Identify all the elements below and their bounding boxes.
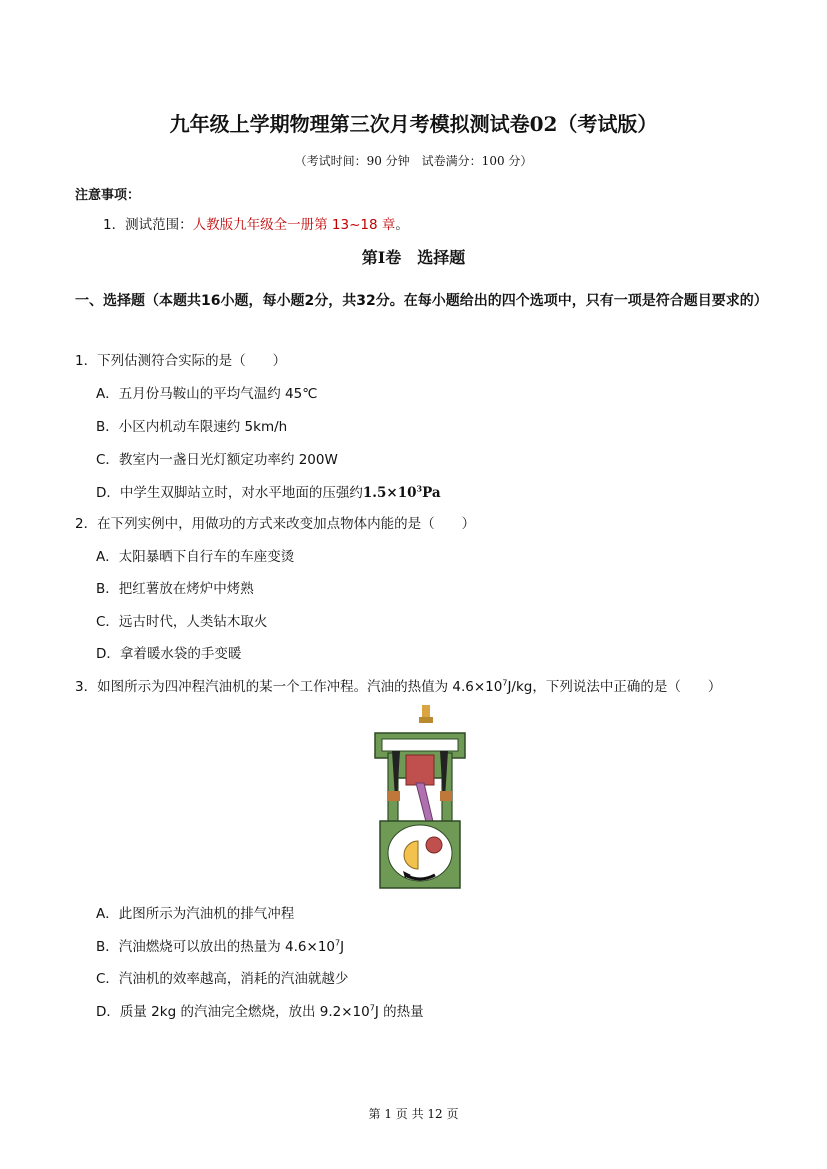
question-3-option-b xyxy=(96,935,344,955)
question-3-option-c: C．汽油机的效率越高，消耗的汽油就越少 xyxy=(96,971,349,987)
page-footer: 第 1 页 共 12 页 xyxy=(368,1107,459,1121)
question-3-option-b-exponent: 7 xyxy=(335,938,341,948)
question-3-option-d-prefix: D．质量 2kg 的汽油完全燃烧，放出 9.2×10 xyxy=(96,1004,370,1020)
question-3-stem-exponent: 7 xyxy=(502,678,508,688)
pressure-value xyxy=(363,485,441,501)
intake-exhaust-ports xyxy=(382,739,458,751)
question-2-option-a: A．太阳暴晒下自行车的车座变烫 xyxy=(96,549,295,565)
crank-pin xyxy=(426,837,442,853)
question-2-option-c: C．远古时代，人类钻木取火 xyxy=(96,614,268,630)
question-3-option-a: A．此图所示为汽油机的排气冲程 xyxy=(96,906,295,922)
question-3-option-d-exponent: 7 xyxy=(369,1003,375,1013)
notice-item-prefix: 1．测试范围： xyxy=(103,217,193,233)
question-1-option-d-text: D．中学生双脚站立时，对水平地面的压强约 xyxy=(96,485,363,501)
piston xyxy=(406,755,434,785)
page-title: 九年级上学期物理第三次月考模拟测试卷02（考试版） xyxy=(169,112,658,136)
question-2-option-d: D．拿着暖水袋的手变暖 xyxy=(96,646,242,662)
question-3-option-d-suffix: J 的热量 xyxy=(374,1004,424,1020)
crankcase-chamber xyxy=(388,825,452,881)
question-1-option-d xyxy=(96,481,441,501)
question-3-stem-suffix: J/kg，下列说法中正确的是（ ） xyxy=(507,679,722,695)
question-3-option-b-suffix: J xyxy=(340,939,345,955)
pressure-exponent: 3 xyxy=(416,483,423,494)
valve-spring-left xyxy=(388,791,400,801)
notice-item xyxy=(103,213,409,233)
question-1-option-b: B．小区内机动车限速约 5km/h xyxy=(96,419,288,435)
notice-heading: 注意事项： xyxy=(75,188,141,203)
valve-spring-right xyxy=(440,791,452,801)
engine-diagram xyxy=(370,703,470,893)
notice-scope: 人教版九年级全一册第 13~18 章 xyxy=(192,217,396,233)
question-3-stem xyxy=(75,675,721,695)
question-1-stem: 1．下列估测符合实际的是（ ） xyxy=(75,353,287,369)
question-2-stem: 2．在下列实例中，用做功的方式来改变加点物体内能的是（ ） xyxy=(75,516,476,532)
spark-plug-base xyxy=(419,717,433,723)
question-1-option-a: A．五月份马鞍山的平均气温约 45℃ xyxy=(96,386,318,402)
question-2-option-b: B．把红薯放在烤炉中烤熟 xyxy=(96,581,254,597)
pressure-base: 1.5×10 xyxy=(362,485,417,501)
exam-info: （考试时间：90 分钟 试卷满分：100 分） xyxy=(294,154,533,168)
question-3-stem-prefix: 3．如图所示为四冲程汽油机的某一个工作冲程。汽油的热值为 4.6×10 xyxy=(75,679,503,695)
notice-item-suffix: 。 xyxy=(395,217,409,233)
pressure-unit: Pa xyxy=(422,485,441,501)
section-title: 第Ⅰ卷 选择题 xyxy=(361,248,466,267)
part-heading: 一、选择题（本题共16小题，每小题2分，共32分。在每小题给出的四个选项中，只有一项是符合题目要求的） xyxy=(75,293,768,309)
question-3-option-d xyxy=(96,1000,424,1020)
question-3-option-b-prefix: B．汽油燃烧可以放出的热量为 4.6×10 xyxy=(96,939,336,955)
question-1-option-c: C．教室内一盏日光灯额定功率约 200W xyxy=(96,452,338,468)
